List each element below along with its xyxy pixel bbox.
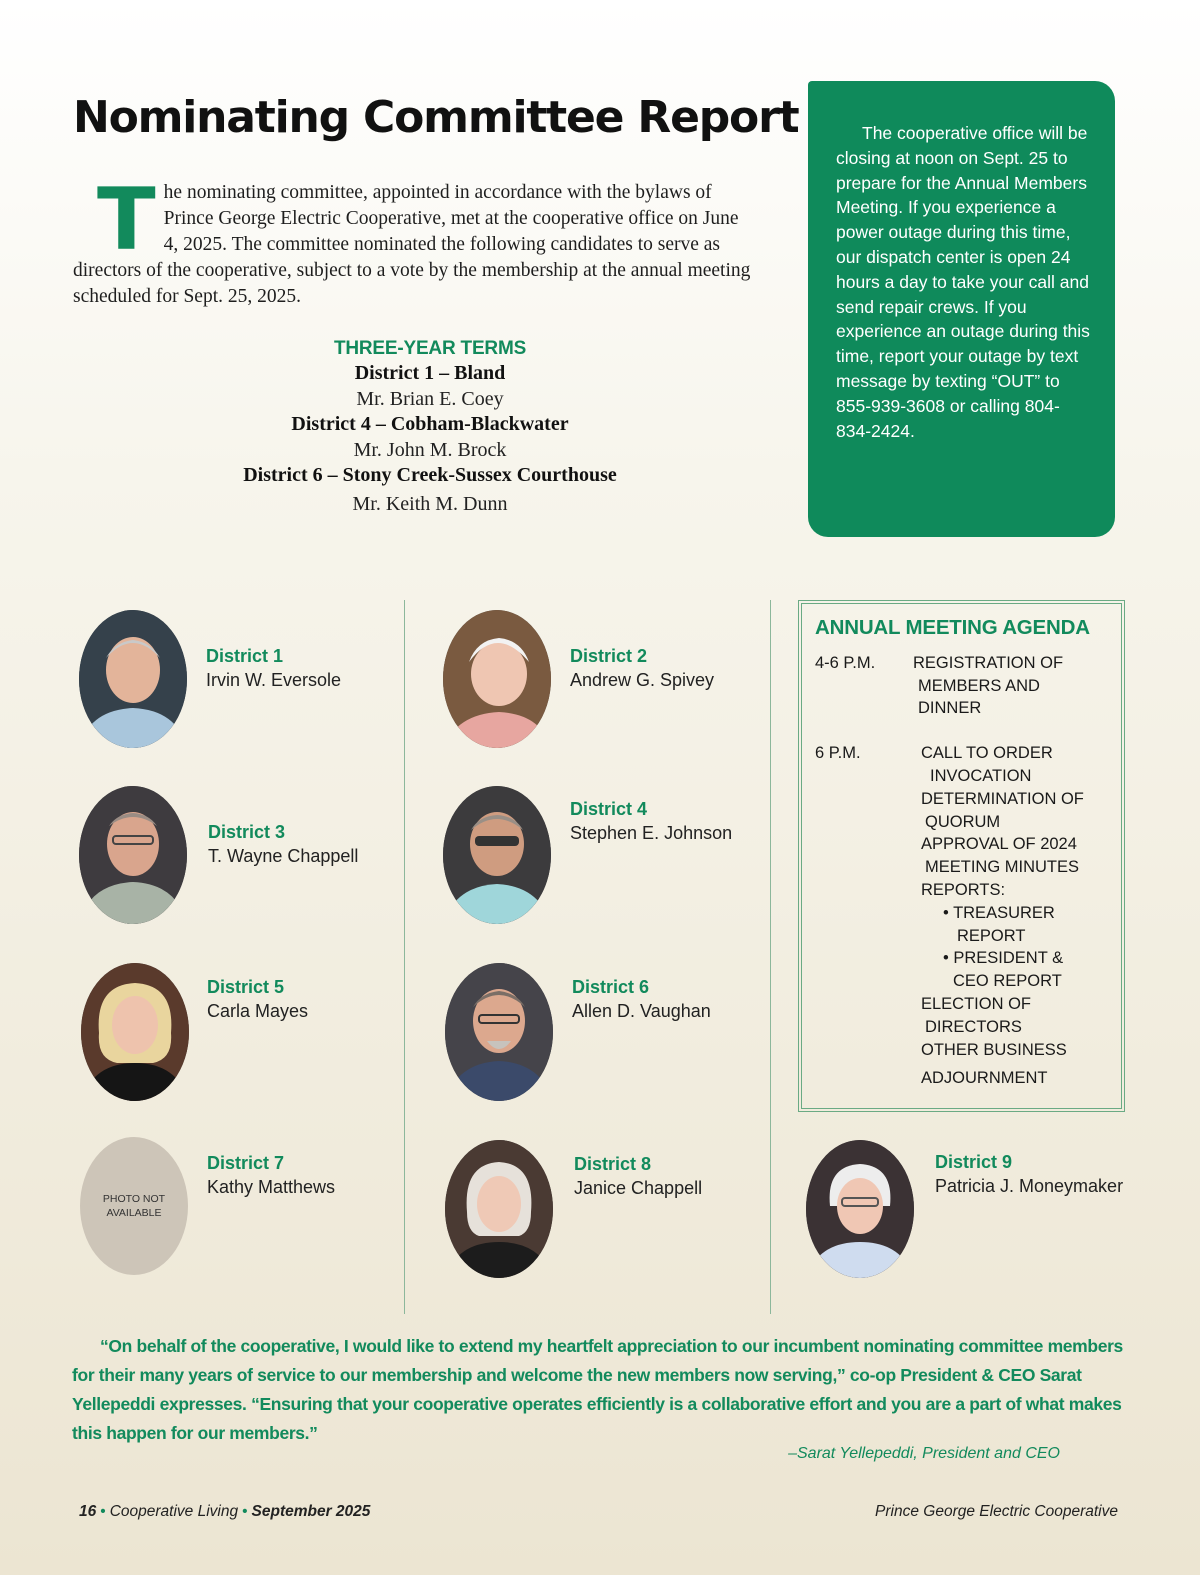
director-card: [572, 975, 711, 1023]
director-name: Irvin W. Eversole: [206, 670, 342, 690]
agenda-item: MEETING MINUTES: [925, 858, 1080, 877]
director-card: [574, 1152, 702, 1200]
director-name: Andrew G. Spivey: [570, 670, 715, 690]
page-title: Nominating Committee Report: [73, 92, 799, 143]
director-card: [570, 797, 732, 845]
director-photo: [81, 963, 189, 1101]
director-photo: [443, 786, 551, 924]
director-card: [207, 975, 308, 1023]
terms-heading: THREE-YEAR TERMS: [333, 338, 527, 359]
director-district: District 5: [207, 977, 285, 997]
director-district: District 9: [935, 1152, 1013, 1172]
agenda-item: REPORTS:: [921, 880, 1006, 899]
director-name: Kathy Matthews: [207, 1177, 336, 1197]
column-divider: [770, 600, 771, 1314]
column-divider: [404, 600, 405, 1314]
director-photo: [79, 610, 187, 748]
terms-nominee: Mr. Keith M. Dunn: [352, 493, 508, 515]
director-district: District 7: [207, 1153, 285, 1173]
agenda-item: DIRECTORS: [925, 1017, 1022, 1036]
agenda-item: • TREASURER: [943, 903, 1055, 922]
agenda-item: DETERMINATION OF: [921, 789, 1084, 808]
agenda-time: 4-6 P.M.: [815, 653, 876, 672]
director-district: District 4: [570, 799, 648, 819]
publication-name: Cooperative Living: [109, 1503, 239, 1520]
director-name: Allen D. Vaughan: [572, 1001, 711, 1021]
footer-publication: 16 • Cooperative Living • September 2025: [79, 1503, 371, 1520]
director-photo: [445, 963, 553, 1101]
director-photo-placeholder: [80, 1137, 188, 1275]
page-number: 16: [79, 1503, 97, 1520]
terms-district: District 4 – Cobham-Blackwater: [291, 413, 569, 435]
director-card: [570, 644, 714, 692]
agenda-item: • PRESIDENT &: [943, 949, 1064, 968]
director-name: Stephen E. Johnson: [570, 823, 733, 843]
terms-district: District 6 – Stony Creek-Sussex Courthouse: [243, 464, 617, 486]
director-name: Patricia J. Moneymaker: [935, 1176, 1124, 1196]
director-card: [935, 1150, 1123, 1198]
agenda-time: 6 P.M.: [815, 744, 861, 763]
photo-not-available-label: PHOTO NOT AVAILABLE: [102, 1193, 166, 1219]
agenda-item: ADJOURNMENT: [921, 1069, 1048, 1088]
director-name: T. Wayne Chappell: [208, 846, 359, 866]
director-district: District 3: [208, 822, 286, 842]
director-district: District 6: [572, 977, 650, 997]
agenda-item: OTHER BUSINESS: [921, 1040, 1067, 1059]
agenda-item: REPORT: [957, 926, 1026, 945]
director-card: [208, 820, 358, 868]
agenda-item: REGISTRATION OF: [913, 653, 1064, 672]
three-year-terms: [180, 338, 680, 517]
intro-paragraph: [73, 170, 753, 310]
agenda-item: APPROVAL OF 2024: [921, 835, 1077, 854]
director-name: Janice Chappell: [574, 1178, 703, 1198]
issue-date: September 2025: [251, 1503, 371, 1520]
director-district: District 2: [570, 646, 648, 666]
agenda-item: INVOCATION: [930, 766, 1032, 785]
office-closing-notice: [808, 81, 1115, 537]
agenda-row: [815, 652, 1124, 720]
terms-nominee: Mr. Brian E. Coey: [356, 388, 504, 410]
director-card: [207, 1151, 335, 1199]
notice-text: The cooperative office will be closing at noon on Sept. 25 to prepare for the Annual Members Meeting. If you experience a power outage during this time, our dispatch center is open 24 hours a day to take your call and send repair crews. If you experience an outage during this time, report your outage by text message by texting “OUT” to 855-939-3608 or calling 804-834-2424.: [836, 123, 1090, 441]
agenda-item: QUORUM: [925, 812, 1001, 831]
agenda-item: ELECTION OF: [921, 994, 1032, 1013]
director-district: District 1: [206, 646, 284, 666]
agenda-item: CALL TO ORDER: [921, 744, 1053, 763]
director-photo: [79, 786, 187, 924]
agenda-title: ANNUAL MEETING AGENDA: [815, 616, 1090, 639]
director-photo: [443, 610, 551, 748]
director-card: [206, 644, 341, 692]
director-name: Carla Mayes: [207, 1001, 309, 1021]
quote-attribution: –Sarat Yellepeddi, President and CEO: [788, 1445, 1060, 1462]
agenda-item: MEMBERS AND: [918, 676, 1040, 695]
director-district: District 8: [574, 1154, 652, 1174]
director-photo: [806, 1140, 914, 1278]
footer-organization: Prince George Electric Cooperative: [875, 1503, 1118, 1520]
annual-meeting-agenda: [798, 600, 1125, 1112]
drop-cap: T: [97, 170, 156, 270]
terms-district: District 1 – Bland: [354, 362, 506, 384]
intro-text: he nominating committee, appointed in accordance with the bylaws of Prince George Electric Cooperative, met at the cooperative office on June 4, 2025. The committee nominated the following candidates to serve as directors of the cooperative, subject to a vote by the membership at the annual meeting scheduled for Sept. 25, 2025.: [73, 182, 751, 307]
agenda-item: DINNER: [918, 699, 982, 718]
terms-nominee: Mr. John M. Brock: [353, 439, 507, 461]
director-photo: [445, 1140, 553, 1278]
agenda-row: [815, 742, 1124, 1090]
ceo-quote: “On behalf of the cooperative, I would like to extend my heartfelt appreciation to our incumbent nominating committee members for their many years of service to our membership and welcome the new members now serving,” co-op President & CEO Sarat Yellepeddi expresses. “Ensuring that your cooperative operates efficiently is a collaborative effort and you are a part of what makes this happen for our members.”: [72, 1336, 1123, 1443]
agenda-item: CEO REPORT: [953, 972, 1062, 991]
